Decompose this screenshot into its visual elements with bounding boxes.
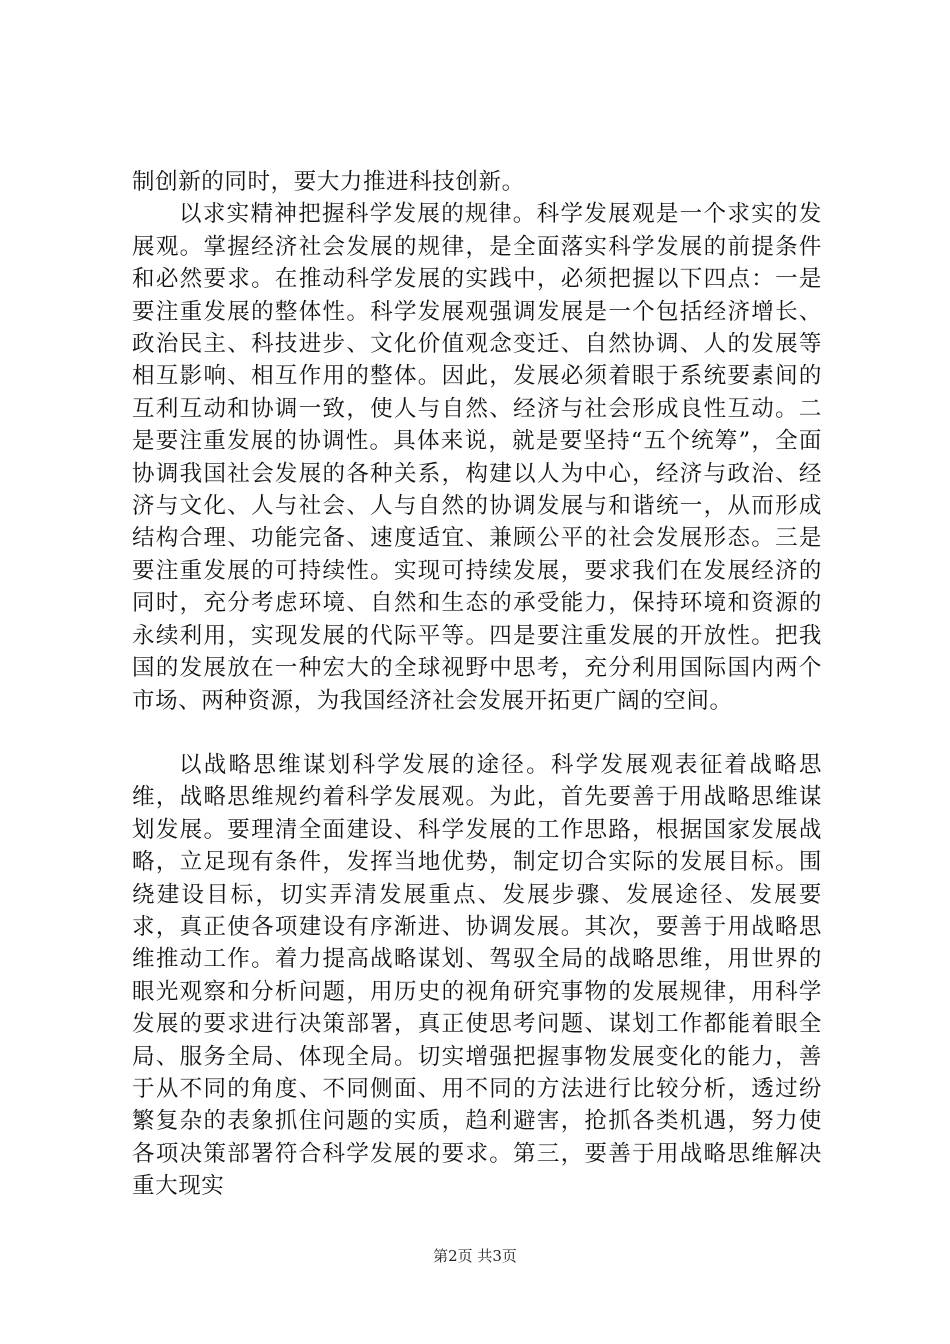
paragraph-scientific-development-laws: 以求实精神把握科学发展的规律。科学发展观是一个求实的发展观。掌握经济社会发展的规律，是全面落实科学发展的前提条件和必然要求。在推动科学发展的实践中，必须把握以下四点：一是要注重发展的整体性。科学发展观强调发展是一个包括经济增长、政治民主、科技进步、文化价值观念变迁、自然协调、人的发展等相互影响、相互作用的整体。因此，发展必须着眼于系统要素间的互利互动和协调一致，使人与自然、经济与社会形成良性互动。二是要注重发展的协调性。具体来说，就是要坚持“五个统筹”，全面协调我国社会发展的各种关系，构建以人为中心，经济与政治、经济与文化、人与社会、人与自然的协调发展与和谐统一，从而形成结构合理、功能完备、速度适宜、兼顾公平的社会发展形态。三是要注重发展的可持续性。实现可持续发展，要求我们在发展经济的同时，充分考虑环境、自然和生态的承受能力，保持环境和资源的永续利用，实现发展的代际平等。四是要注重发展的开放性。把我国的发展放在一种宏大的全球视野中思考，充分利用国际国内两个市场、两种资源，为我国经济社会发展开拓更广阔的空间。 bbox=[132, 201, 822, 714]
paragraph-strategic-thinking: 以战略思维谋划科学发展的途径。科学发展观表征着战略思维，战略思维规约着科学发展观。为此，首先要善于用战略思维谋划发展。要理清全面建设、科学发展的工作思路，根据国家发展战略，立足现有条件，发挥当地优势，制定切合实际的发展目标。围绕建设目标，切实弄清发展重点、发展步骤、发展途径、发展要求，真正使各项建设有序渐进、协调发展。其次，要善于用战略思维推动工作。着力提高战略谋划、驾驭全局的战略思维，用世界的眼光观察和分析问题，用历史的视角研究事物的发展规律，用科学发展的要求进行决策部署，真正使思考问题、谋划工作都能着眼全局、服务全局、体现全局。切实增强把握事物发展变化的能力，善于从不同的角度、不同侧面、用不同的方法进行比较分析，透过纷繁复杂的表象抓住问题的实质，趋利避害，抢抓各类机遇，努力使各项决策部署符合科学发展的要求。第三，要善于用战略思维解决重大现实 bbox=[132, 751, 822, 1200]
paragraph-continuation: 制创新的同时，要大力推进科技创新。 bbox=[132, 169, 525, 195]
page-number-footer: 第2页 共3页 bbox=[433, 1247, 517, 1265]
document-body bbox=[132, 166, 822, 1203]
